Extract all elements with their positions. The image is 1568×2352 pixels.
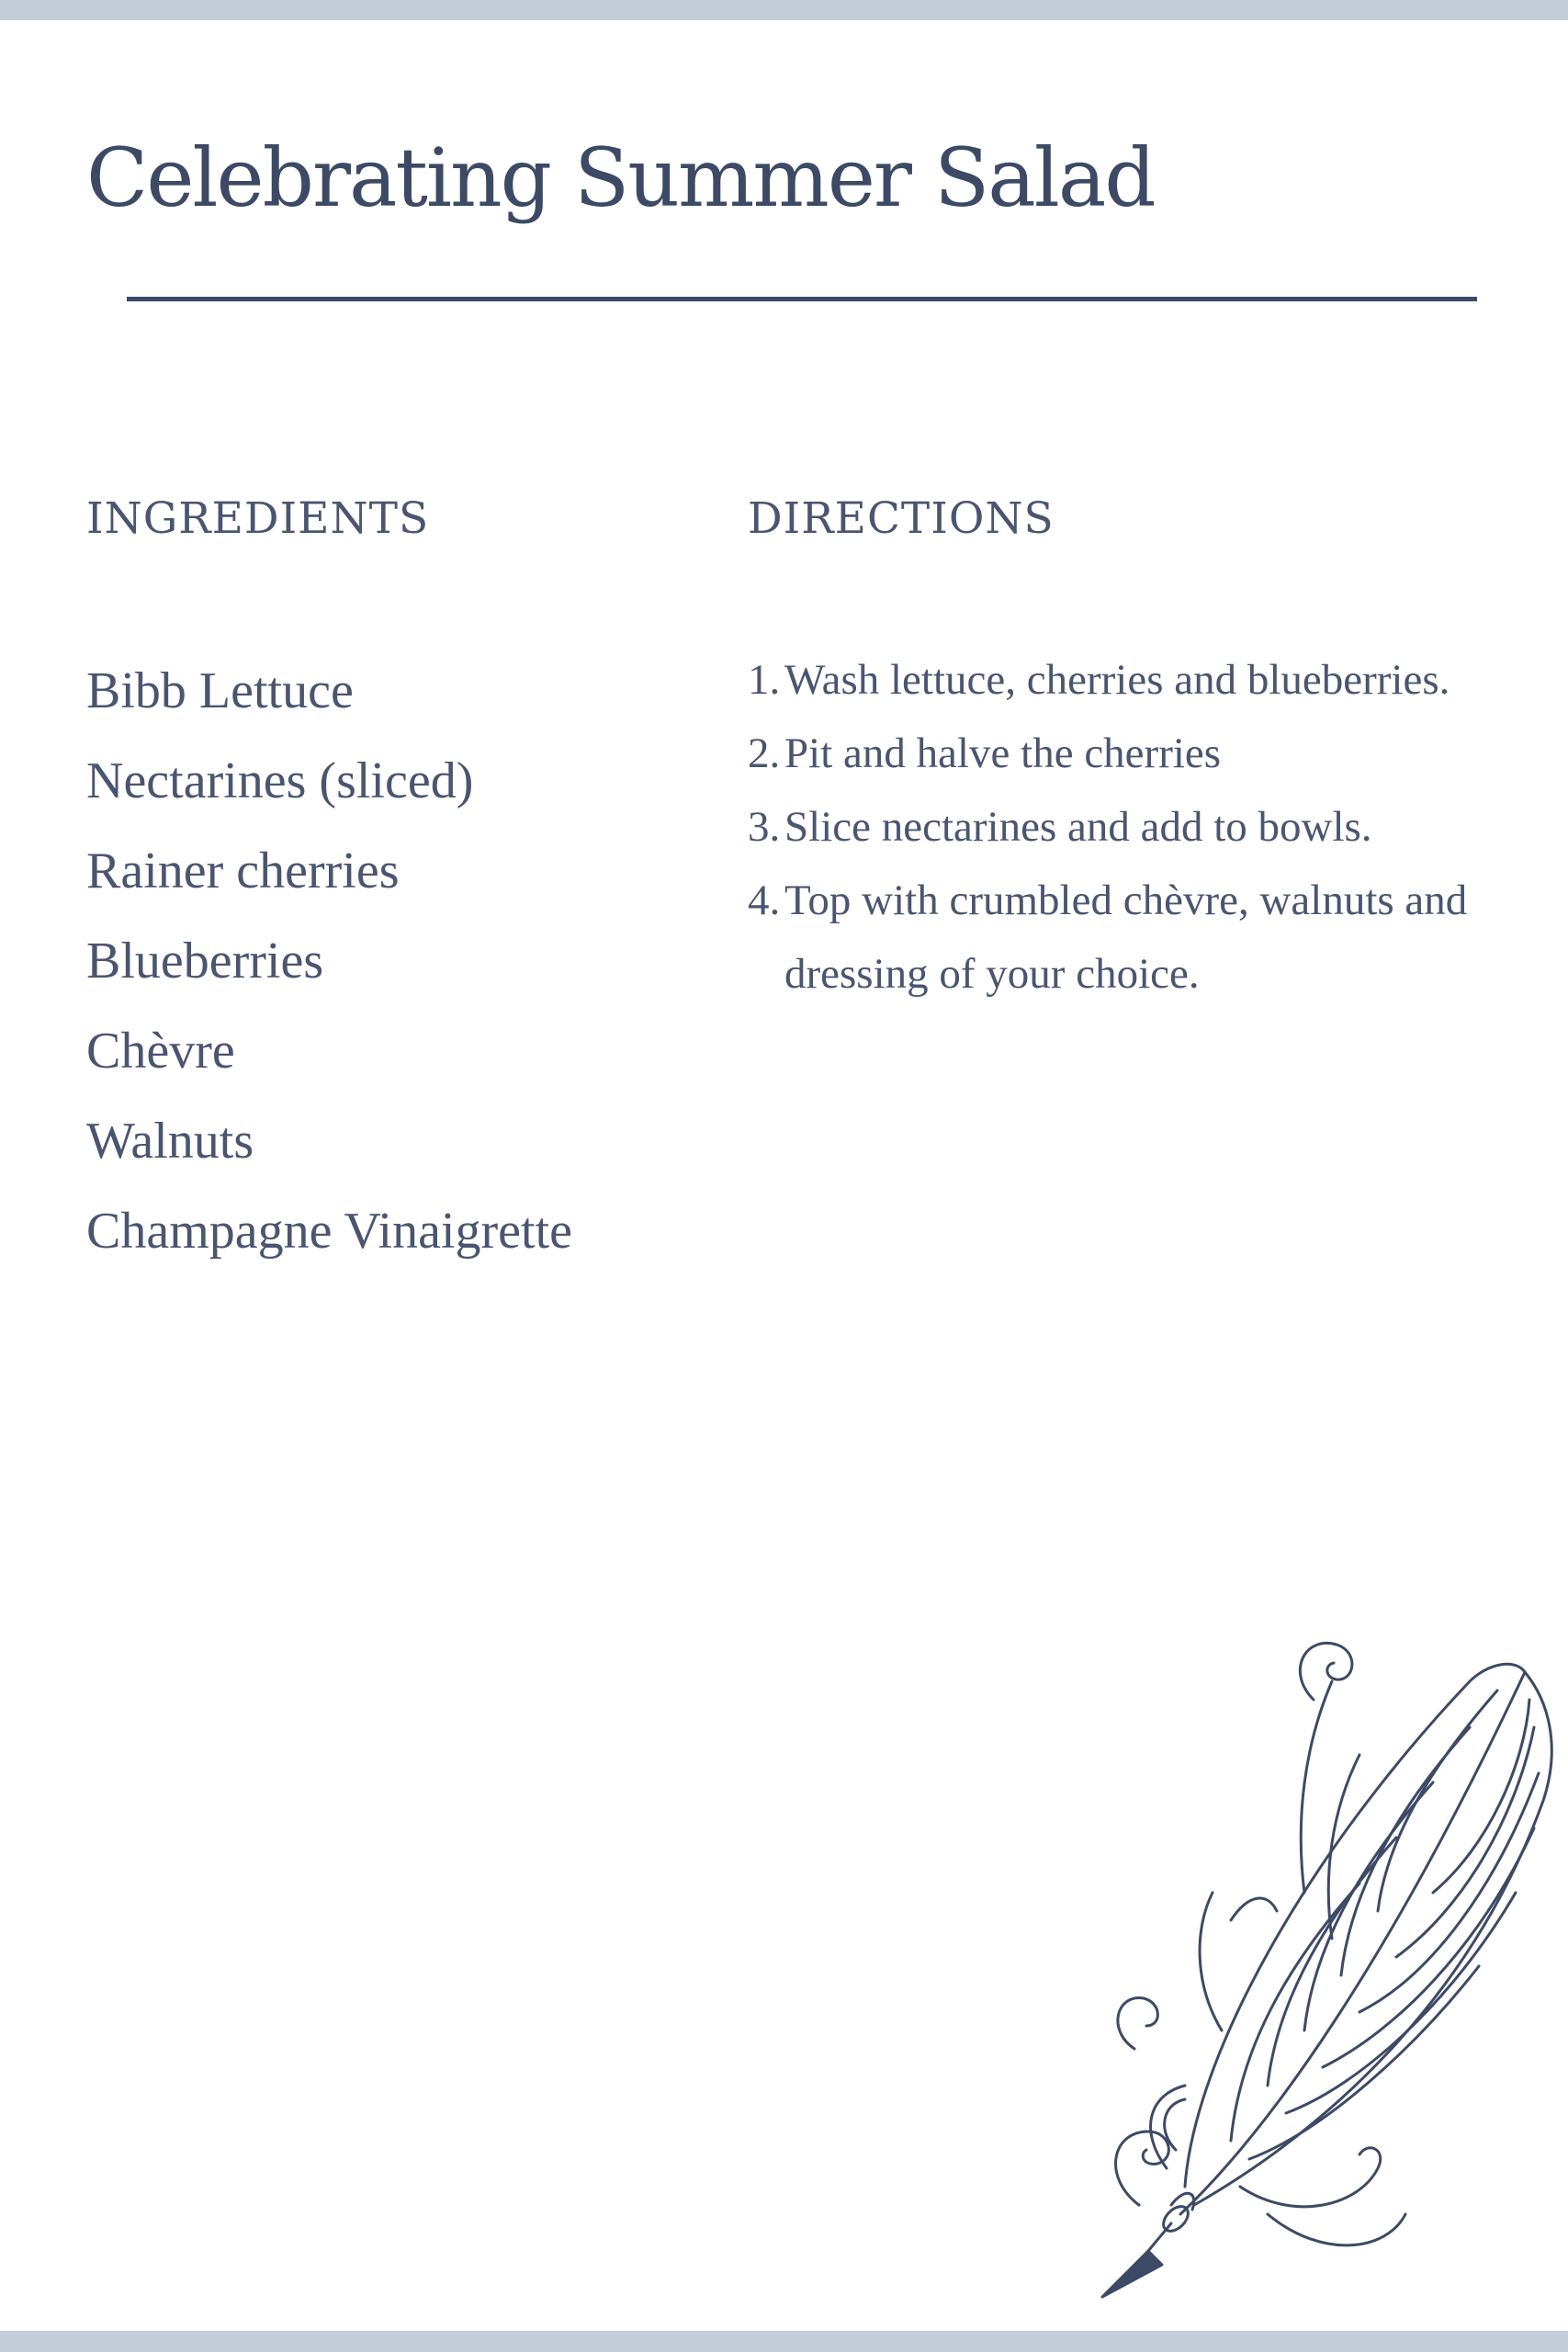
directions-list — [748, 643, 1510, 1011]
ingredient-item: Blueberries — [86, 933, 324, 989]
directions-heading: DIRECTIONS — [748, 493, 1055, 544]
step-text: Slice nectarines and add to bowls. — [784, 803, 1372, 851]
ingredient-item: Champagne Vinaigrette — [86, 1203, 572, 1260]
ingredient-item: Rainer cherries — [86, 842, 400, 899]
step-text: Pit and halve the cherries — [784, 729, 1222, 777]
direction-step — [748, 643, 1510, 717]
step-number: 3. — [748, 803, 781, 851]
ingredients-heading: INGREDIENTS — [86, 493, 430, 544]
step-number: 2. — [748, 729, 781, 777]
step-text: Top with crumbled chèvre, walnuts and dressing of your choice. — [784, 876, 1468, 998]
direction-step — [748, 864, 1510, 1011]
step-text: Wash lettuce, cherries and blueberries. — [784, 656, 1450, 704]
direction-step — [748, 717, 1510, 790]
direction-step — [748, 790, 1510, 864]
feather-icon — [1084, 1617, 1562, 2306]
ingredients-list — [86, 646, 572, 1276]
title-divider — [127, 297, 1477, 301]
top-border-band — [0, 0, 1568, 20]
recipe-title: Celebrating Summer Salad — [86, 130, 1155, 225]
step-number: 1. — [748, 656, 781, 704]
ingredient-item: Nectarines (sliced) — [86, 752, 474, 809]
bottom-border-band — [0, 2331, 1568, 2352]
step-number: 4. — [748, 876, 781, 924]
ingredient-item: Bibb Lettuce — [86, 662, 354, 719]
ingredient-item: Walnuts — [86, 1113, 254, 1170]
ingredient-item: Chèvre — [86, 1023, 235, 1080]
